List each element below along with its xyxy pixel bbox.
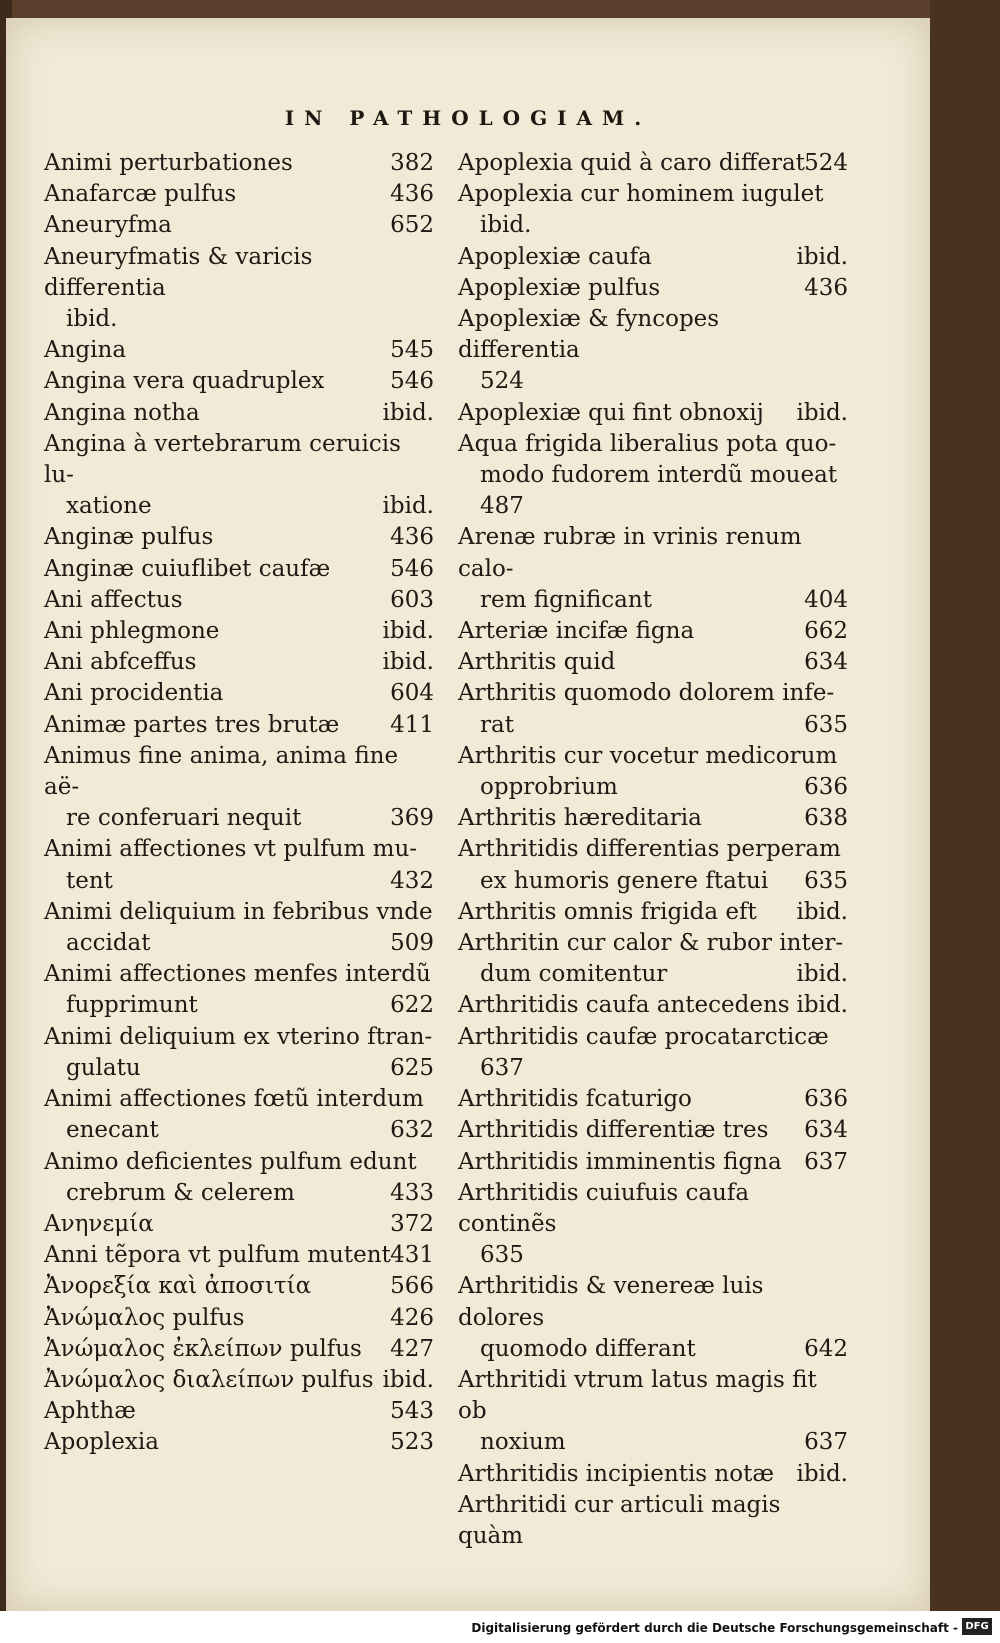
entry-page-ref: ibid. [796,399,848,426]
entry-term: Aphthæ [44,1398,136,1425]
index-entry [458,1271,848,1365]
index-entry [44,678,434,709]
index-entry [44,398,434,429]
entry-page-ref: ibid. [796,1460,848,1487]
entry-term: Aqua frigida liberalius pota quo- [458,430,837,457]
entry-term: Arthritidis differentiæ tres [458,1117,769,1144]
entry-term: Ani procidentia [44,680,224,707]
entry-page-ref: 369 [390,805,434,832]
index-entry [458,741,848,803]
entry-term: Arthritis hæreditaria [458,805,702,832]
entry-term: Animæ partes tres brutæ [44,711,340,738]
entry-term: Angina à vertebrarum ceruicis lu- [44,430,401,489]
index-entry [44,1334,434,1365]
entry-page-ref: 404 [804,586,848,613]
entry-page-ref: ibid. [796,898,848,925]
entry-page-ref: 436 [804,274,848,301]
index-entry [44,897,434,959]
entry-term: Ἀνώμαλος pulfus [44,1304,245,1331]
entry-page-ref: 638 [804,805,848,832]
index-entry [44,179,434,210]
index-entry [458,897,848,928]
index-entry [44,741,434,835]
entry-page-ref: 622 [390,992,434,1019]
entry-term: Apoplexia [44,1429,159,1456]
index-entry [458,1178,848,1272]
entry-term: Arthritidis imminentis figna [458,1148,782,1175]
index-entry [458,678,848,740]
index-entry [458,1365,848,1459]
entry-term-continued: xatione [66,493,152,520]
index-entry [44,1303,434,1334]
index-entry [44,1240,434,1271]
index-entry [44,834,434,896]
entry-term: Arteriæ incifæ figna [458,618,695,645]
entry-term: 487 [480,493,524,520]
entry-term: Arthritis omnis frigida eft [458,898,757,925]
index-entry [458,990,848,1021]
entry-term-continued: tent [66,867,113,894]
entry-page-ref: 662 [804,618,848,645]
entry-term: Arthritidis differentias perperam [458,836,841,863]
index-entry [458,647,848,678]
entry-page-ref: 436 [390,181,434,208]
entry-page-ref: 642 [804,1335,848,1362]
entry-term: Arthritidi cur articuli magis quàm [458,1491,781,1549]
entry-term: Angina vera quadruplex [44,368,325,395]
entry-term: Ἀνώμαλος διαλείπων pulfus [44,1366,374,1393]
footer-bar [0,1611,1000,1643]
entry-page-ref: 635 [804,711,848,738]
entry-term: Arthritidis fcaturigo [458,1086,692,1113]
index-entry [458,834,848,896]
entry-page-ref: 432 [390,867,434,894]
entry-page-ref: 523 [390,1429,434,1456]
entry-page-ref: 652 [390,212,434,239]
entry-page-ref: 382 [390,150,434,176]
index-entry [458,398,848,429]
index-entry [458,1147,848,1178]
entry-term: Arthritidis cuiufuis caufa continẽs [458,1179,750,1237]
entry-term-continued: enecant [66,1117,159,1144]
index-entry [458,179,848,241]
page-edge [930,0,1000,1643]
index-entry [44,1084,434,1146]
index-entry [458,491,848,522]
entry-page-ref: 636 [804,1086,848,1113]
entry-page-ref: 411 [390,711,434,738]
index-entry [458,304,848,398]
entry-term: Arthritidis & venereæ luis dolores [458,1273,764,1331]
index-entry [44,710,434,741]
entry-page-ref: 604 [390,680,434,707]
entry-page-ref: 637 [804,1429,848,1456]
index-entry [44,1271,434,1302]
index-entry [458,242,848,273]
entry-page-ref: 625 [390,1054,434,1081]
index-column-right [458,148,848,1552]
entry-page-ref: 546 [390,555,434,582]
entry-term: Apoplexia quid à caro differat [458,150,805,176]
index-entry [458,803,848,834]
entry-term-continued: opprobrium [480,774,618,801]
entry-term: Ani abfceffus [44,649,197,676]
entry-term: Animus fine anima, anima fine aë- [44,742,399,801]
index-entry [458,928,848,990]
entry-page-ref: ibid. [382,1366,434,1393]
entry-term: Arenæ rubræ in vrinis renum calo- [458,524,802,582]
entry-page-ref: 543 [390,1398,434,1425]
entry-page-ref: 545 [390,337,434,364]
entry-page-ref: 635 [804,867,848,894]
entry-term: Animi deliquium ex vterino ftran- [44,1023,433,1050]
entry-page-ref: ibid. [382,399,434,426]
entry-page-ref: ibid. [796,243,848,270]
entry-page-ref: 637 [804,1148,848,1175]
index-entry [44,1209,434,1240]
entry-term: Ἀνορεξία καὶ ἀποσιτία [44,1273,312,1300]
index-entry [44,522,434,553]
index-entry [44,1427,434,1458]
entry-term: Arthritidis incipientis notæ [458,1460,774,1487]
index-entry [44,585,434,616]
entry-term: Apoplexiæ pulfus [458,274,661,301]
entry-term: Anginæ cuiuflibet caufæ [44,555,331,582]
entry-page-ref: 426 [390,1304,434,1331]
entry-page-ref: ibid. [382,618,434,645]
entry-term: Arthritis cur vocetur medicorum [458,742,838,769]
index-entry [458,429,848,491]
index-entry [458,1084,848,1115]
entry-term: Angina notha [44,399,200,426]
entry-term-continued: accidat [66,930,151,957]
entry-page-ref: 427 [390,1335,434,1362]
entry-term: Animo deficientes pulfum edunt [44,1148,417,1175]
entry-term-continued: noxium [480,1429,566,1456]
entry-term: Ἀνώμαλος ἐκλείπων pulfus [44,1335,362,1362]
entry-term: Angina [44,337,127,364]
index-entry [44,366,434,397]
entry-term: Arthritidi vtrum latus magis fit ob [458,1366,817,1425]
entry-term: Animi perturbationes [44,150,293,176]
index-entry [458,1022,848,1084]
entry-term: Aneuryfma [44,212,172,239]
index-entry [44,1022,434,1084]
index-entry [458,1115,848,1146]
entry-term: Arthritidis caufa antecedens [458,992,790,1019]
entry-page-ref: 634 [804,1117,848,1144]
entry-term: Aneuryfmatis & varicis differentia [44,243,313,301]
entry-page-ref: 372 [390,1210,434,1237]
entry-term: Animi affectiones fœtũ interdum [44,1086,424,1113]
entry-term-continued: 635 [480,1242,524,1269]
index-entry [44,335,434,366]
book-page [6,18,930,1611]
entry-term-continued: 524 [480,368,524,395]
index-entry [44,210,434,241]
entry-term-continued: 637 [480,1054,524,1081]
entry-page-ref: 436 [390,524,434,551]
index-column-left [44,148,434,1459]
index-entry [44,554,434,585]
entry-page-ref: 546 [390,368,434,395]
entry-page-ref: 524 [804,150,848,176]
entry-term-continued: modo fudorem interdũ moueat [480,462,838,489]
index-entry [458,273,848,304]
entry-page-ref: ibid. [796,992,848,1019]
entry-page-ref: ibid. [382,649,434,676]
entry-page-ref: 431 [390,1242,434,1269]
entry-page-ref: ibid. [382,493,434,520]
running-head: IN PATHOLOGIAM. [284,106,652,130]
entry-page-ref: 603 [390,586,434,613]
entry-page-ref: 433 [390,1179,434,1206]
entry-term-continued: fupprimunt [66,992,198,1019]
entry-page-ref: 632 [390,1117,434,1144]
entry-term: Arthritis quomodo dolorem infe- [458,680,835,707]
entry-term: Anafarcæ pulfus [44,181,237,208]
index-entry [44,647,434,678]
entry-page-ref: 509 [390,930,434,957]
entry-term: Anginæ pulfus [44,524,214,551]
index-entry [458,522,848,616]
index-entry [44,616,434,647]
entry-term-continued: rem fignificant [480,586,652,613]
entry-term-continued: rat [480,711,514,738]
entry-page-ref: ibid. [796,961,848,988]
entry-term: Ani phlegmone [44,618,220,645]
entry-term: Anni tẽpora vt pulfum mutent [44,1242,391,1269]
index-entry [44,148,434,179]
entry-term: Ani affectus [44,586,183,613]
index-entry [458,1490,848,1552]
index-entry [44,1396,434,1427]
dfg-logo: DFG [962,1618,992,1635]
entry-term: Animi deliquium in febribus vnde [44,898,433,925]
index-entry [44,959,434,1021]
entry-term: Apoplexiæ qui fint obnoxij [458,399,764,426]
index-entry [44,1365,434,1396]
index-entry [458,616,848,647]
entry-term: Animi affectiones vt pulfum mu- [44,836,418,863]
index-entry [44,429,434,523]
entry-term: Apoplexiæ caufa [458,243,652,270]
footer-credit: Digitalisierung gefördert durch die Deutsche Forschungsgemeinschaft - [471,1621,958,1635]
entry-term-continued: ibid. [480,212,532,239]
entry-term: Animi affectiones menfes interdũ [44,961,431,988]
entry-page-ref: 636 [804,774,848,801]
entry-term-continued: gulatu [66,1054,141,1081]
entry-term: Arthritidis caufæ procatarcticæ [458,1023,829,1050]
entry-term: Arthritin cur calor & rubor inter- [458,930,844,957]
entry-page-ref: 566 [390,1273,434,1300]
entry-term: Arthritis quid [458,649,616,676]
entry-term-continued: ibid. [66,306,118,333]
entry-term-continued: crebrum & celerem [66,1179,295,1206]
entry-term: Apoplexia cur hominem iugulet [458,181,824,208]
index-entry [458,148,848,179]
entry-term-continued: ex humoris genere ftatui [480,867,769,894]
entry-term-continued: dum comitentur [480,961,668,988]
index-entry [458,1459,848,1490]
entry-page-ref: 634 [804,649,848,676]
entry-term: Apoplexiæ & fyncopes differentia [458,306,720,364]
index-entry [44,1147,434,1209]
entry-term: Ανηνεμία [44,1210,154,1237]
index-entry [44,242,434,336]
entry-term-continued: re conferuari nequit [66,805,302,832]
entry-term-continued: quomodo differant [480,1335,696,1362]
